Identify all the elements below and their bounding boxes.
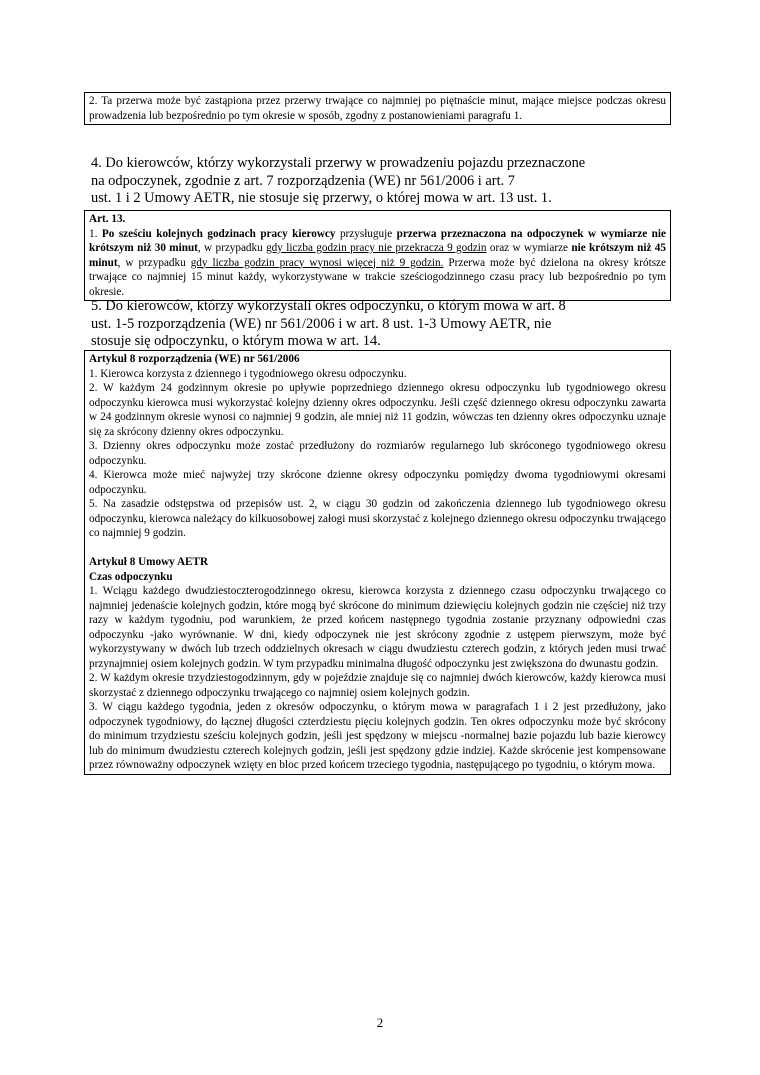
paragraph-5-line: ust. 1-5 rozporządzenia (WE) nr 561/2006 i w art. 8 ust. 1-3 Umowy AETR, nie — [91, 315, 552, 332]
art8-aetr-item: 3. W ciągu każdego tygodnia, jeden z okresów odpoczynku, o którym mowa w paragrafach 1 i 2 jest przedłużony, jako odpoczynek tygodniowy, do łącznej długości czterdziestu pięciu kolejnych godzin. Ten okres odpoczynku może być skrócony do minimum trzydziestu sześciu kolejnych godzin, jeśli jest spędzony w miejscu -normalnej bazie pojazdu lub bazie kierowcy lub do minimum dwudziestu czterech kolejnych godzin, jeśli jest spędzony gdzie indziej. Każde skrócenie jest kompensowane przez równoważny odpoczynek wzięty en bloc przed końcem trzeciego tygodnia, następującego po tygodniu, o którym mowa. — [89, 701, 666, 771]
art8-regulation-item: 5. Na zasadzie odstępstwa od przepisów ust. 2, w ciągu 30 godzin od zakończenia dziennego lub tygodniowego okresu odpoczynku, kierowca należący do kilkuosobowej załogi musi skorzystać z kolejnego dziennego okresu odpoczynku trwającego co najmniej 9 godzin. — [89, 498, 666, 539]
quote-box-art8 — [84, 350, 671, 775]
art13-heading: Art. 13. — [89, 213, 126, 225]
paragraph-5-line: stosuje się odpoczynku, o którym mowa w art. 14. — [91, 333, 381, 349]
quote-box-przerwa — [84, 92, 671, 125]
art8-aetr-item: 1. Wciągu każdego dwudziestoczterogodzinnego okresu, kierowca korzysta z dziennego czasu odpoczynku trwającego co najmniej jedenaście kolejnych godzin, które mogą być skrócone do minimum dziewięciu kolejnych godzin nie częściej niż trzy razy w każdym tygodniu, pod warunkiem, że przed końcem następnego tygodnia zostanie przyznany odpowiedni czas odpoczynku -jako wyrównanie. W dni, kiedy odpoczynek nie jest skrócony zgodnie z ustępem pierwszym, może być wykorzystywany w dwóch lub trzech oddzielnych okresach w ciągu dwudziestu czterech godzin, z których jeden musi trwać przynajmniej osiem kolejnych godzin. W tym przypadku minimalna długość odpoczynku jest zwiększona do dwunastu godzin. — [89, 585, 666, 670]
art8-aetr-heading: Artykuł 8 Umowy AETR — [89, 556, 209, 568]
paragraph-5-line: 5. Do kierowców, którzy wykorzystali okres odpoczynku, o którym mowa w art. 8 — [91, 298, 566, 314]
art8-regulation-item: 2. W każdym 24 godzinnym okresie po upływie poprzedniego dziennego okresu odpoczynku lub tygodniowego okresu odpoczynku kierowca musi wykorzystać kolejny dzienny okres odpoczynku. Jeśli część dziennego okresu odpoczynku zawarta w 24 godzinnym okresie wynosi co najmniej 9 godzin, ale mniej niż 11 godzin, wówczas ten dzienny okres odpoczynku uznaje się za skrócony dzienny okres odpoczynku. — [89, 382, 666, 438]
paragraph-4 — [91, 155, 651, 208]
paragraph-4-line: ust. 1 i 2 Umowy AETR, nie stosuje się przerwy, o której mowa w art. 13 ust. 1. — [91, 190, 552, 206]
paragraph-4-line: 4. Do kierowców, którzy wykorzystali przerwy w prowadzeniu pojazdu przeznaczone — [91, 155, 586, 171]
quote-box-art13 — [84, 210, 671, 301]
art8-aetr-subheading: Czas odpoczynku — [89, 570, 173, 583]
art13-paragraph-1: 1. Po sześciu kolejnych godzinach pracy kierowcy przysługuje przerwa przeznaczona na odpoczynek w wymiarze nie krótszym niż 30 minut, w przypadku gdy liczba godzin pracy nie przekracza 9 godzin oraz w wymiarze nie krótszym niż 45 minut, w przypadku gdy liczba godzin pracy wynosi więcej niż 9 godzin. Przerwa może być dzielona na okresy krótsze trwające co najmniej 15 minut każdy, wykorzystywane w trakcie sześciogodzinnego czasu pracy lub bezpośrednio po tym okresie. — [89, 227, 666, 298]
art8-regulation-heading: Artykuł 8 rozporządzenia (WE) nr 561/2006 — [89, 353, 300, 365]
art8-regulation-item: 1. Kierowca korzysta z dziennego i tygodniowego okresu odpoczynku. — [89, 367, 407, 380]
paragraph-5 — [91, 298, 651, 351]
box1-text: 2. Ta przerwa może być zastąpiona przez przerwy trwające co najmniej po piętnaście minut, mające miejsce podczas okresu prowadzenia lub bezpośrednio po tym okresie w sposób, zgodny z postanowieniami paragrafu 1. — [89, 95, 666, 122]
art8-aetr-item: 2. W każdym okresie trzydziestogodzinnym, gdy w pojeździe znajduje się co najmniej dwóch kierowców, każdy kierowca musi skorzystać z dziennego odpoczynku trwającego co najmniej osiem kolejnych godzin. — [89, 672, 666, 699]
art8-regulation-item: 4. Kierowca może mieć najwyżej trzy skrócone dzienne okresy odpoczynku pomiędzy dwoma tygodniowymi okresami odpoczynku. — [89, 469, 666, 496]
art8-regulation-item: 3. Dzienny okres odpoczynku może zostać przedłużony do rozmiarów regularnego lub skróconego tygodniowego okresu odpoczynku. — [89, 440, 666, 467]
page-number: 2 — [376, 1015, 384, 1030]
paragraph-4-line: na odpoczynek, zgodnie z art. 7 rozporządzenia (WE) nr 561/2006 i art. 7 — [91, 172, 515, 189]
